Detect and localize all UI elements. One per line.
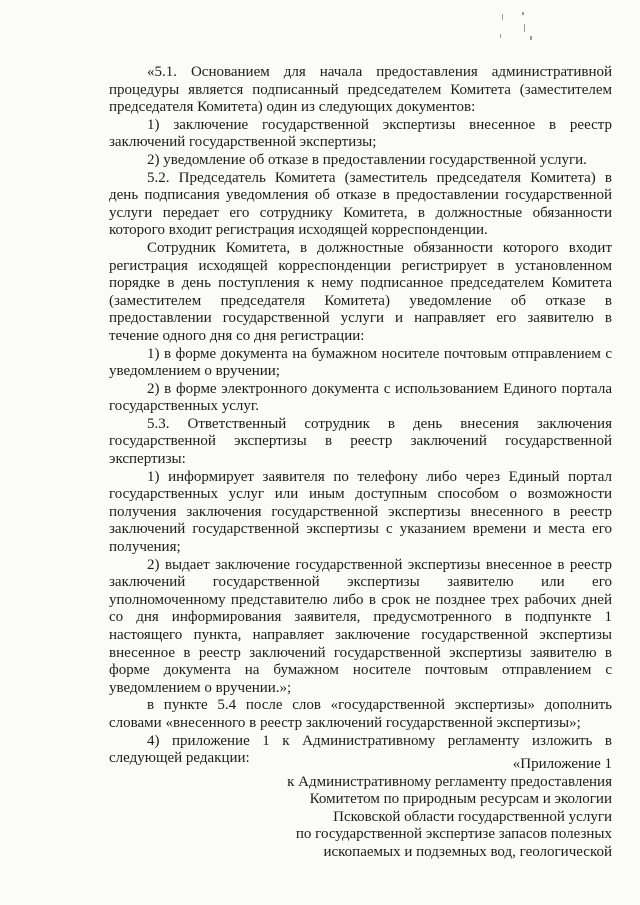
appendix-line: «Приложение 1	[512, 756, 612, 772]
paragraph-5-3-item-2: 2) выдает заключение государственной экспертизы внесенное в реестр заключений государственной экспертизы заявителю или его уполномоченному представителю либо в срок не позднее трех рабочих дней со дня информирования заявителя, предусмотренного в подпункте 1 настоящего пункта, направляет заключение государственной экспертизы внесенное в реестр заключений государственной экспертизы заявителю в форме документа на бумажном носителе почтовым отправлением с уведомлением о вручении.»;	[109, 556, 612, 696]
body-text	[109, 64, 612, 768]
paragraph-5-1: «5.1. Основанием для начала предоставления административной процедуры является подписанный председателем Комитета (заместителем председателя Комитета) один из следующих документов:	[109, 64, 612, 116]
appendix-header	[252, 756, 612, 862]
appendix-line: к Административному регламенту предоставления	[287, 773, 612, 790]
paragraph-appendix-amendment: 4) приложение 1 к Административному регламенту изложить в следующей редакции:	[109, 732, 612, 767]
paragraph-5-1-item-1: 1) заключение государственной экспертизы внесенное в реестр заключений государственной экспертизы;	[109, 116, 612, 151]
paragraph-5-4-amendment: в пункте 5.4 после слов «государственной экспертизы» дополнить словами «внесенного в реестр заключений государственной экспертизы»;	[109, 697, 612, 731]
paragraph-employee-registration: Сотрудник Комитета, в должностные обязанности которого входит регистрация исходящей корреспонденции регистрирует в установленном порядке в день поступления к нему подписанное председателем Комитета (заместителем председателя Комитета) уведомление об отказе в предоставлении государственной услуги и направляет его заявителю в течение одного дня со дня регистрации:	[109, 239, 612, 344]
scan-marks	[500, 10, 540, 50]
paragraph-5-2: 5.2. Председатель Комитета (заместитель председателя Комитета) в день подписания уведомления об отказе в предоставлении государственной услуги передает его сотруднику Комитета, в должностные обязанности которого входит регистрация исходящей корреспонденции.	[109, 169, 612, 239]
paragraph-5-1-item-2: 2) уведомление об отказе в предоставлении государственной услуги.	[147, 151, 587, 168]
paragraph-5-3: 5.3. Ответственный сотрудник в день внесения заключения государственной экспертизы в реестр заключений государственной экспертизы:	[109, 415, 612, 468]
paragraph-delivery-electronic: 2) в форме электронного документа с использованием Единого портала государственных услуг.	[109, 380, 612, 415]
appendix-line: ископаемых и подземных вод, геологической	[323, 843, 612, 860]
appendix-line: Псковской области государственной услуги	[333, 808, 612, 825]
appendix-line: Комитетом по природным ресурсам и экологии	[309, 791, 612, 808]
appendix-line: по государственной экспертизе запасов полезных	[295, 826, 612, 843]
paragraph-delivery-paper: 1) в форме документа на бумажном носителе почтовым отправлением с уведомлением о вручении;	[109, 345, 612, 380]
paragraph-5-3-item-1: 1) информирует заявителя по телефону либо через Единый портал государственных услуг или иным доступным способом о возможности получения заключения государственной экспертизы внесенного в реестр заключений государственной экспертизы с указанием времени и места его получения;	[109, 468, 612, 556]
